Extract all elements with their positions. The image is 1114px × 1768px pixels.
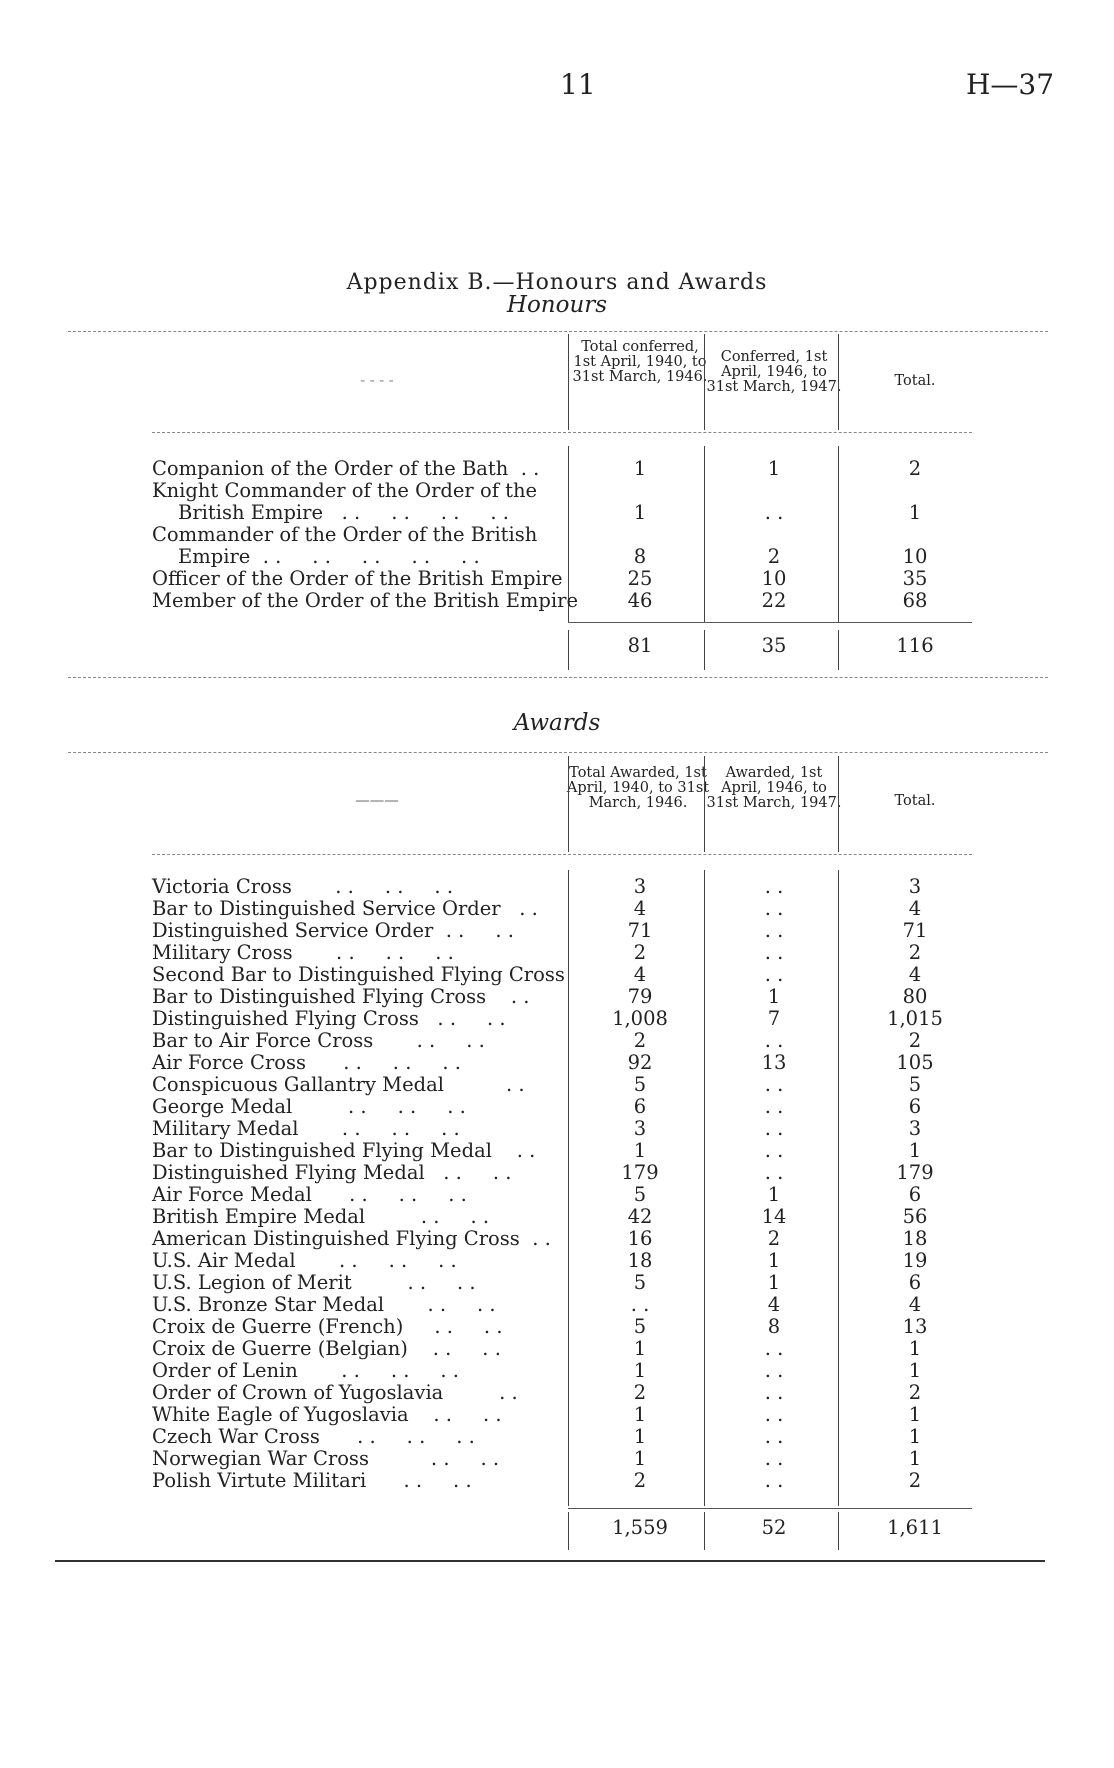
awards-row-label: Military Medal . . . . . .: [152, 1117, 460, 1140]
honours-cell: . .: [764, 501, 784, 524]
awards-cell: 1,008: [612, 1007, 668, 1030]
awards-row-label: Bar to Air Force Cross . . . .: [152, 1029, 485, 1052]
awards-total-cell: 1,611: [887, 1516, 943, 1539]
awards-total-rule: [568, 1508, 972, 1509]
awards-cell: 4: [908, 963, 922, 986]
awards-cell: . .: [764, 1359, 784, 1382]
awards-body-divider-1: [568, 870, 569, 1506]
awards-cell: 1: [767, 985, 781, 1008]
awards-cell: 1: [633, 1359, 647, 1382]
awards-cell: 4: [908, 1293, 922, 1316]
awards-cell: 1: [633, 1139, 647, 1162]
awards-cell: 13: [902, 1315, 928, 1338]
awards-cell: 19: [902, 1249, 928, 1272]
awards-cell: . .: [764, 1447, 784, 1470]
awards-cell: 4: [767, 1293, 781, 1316]
awards-cell: 1: [767, 1249, 781, 1272]
honours-col-1-header: Total conferred, 1st April, 1940, to 31st March, 1946.: [572, 339, 708, 385]
honours-row-label: Officer of the Order of the British Empire: [152, 567, 563, 590]
awards-row-label: Bar to Distinguished Flying Medal . .: [152, 1139, 536, 1162]
awards-row-label: George Medal . . . . . .: [152, 1095, 466, 1118]
awards-cell: 8: [767, 1315, 781, 1338]
awards-total-cell: 52: [761, 1516, 787, 1539]
honours-cell: 1: [767, 457, 781, 480]
awards-top-rule: [68, 752, 1048, 753]
document-code: H—37: [966, 68, 1055, 101]
awards-cell: 14: [761, 1205, 787, 1228]
awards-cell: 1: [767, 1183, 781, 1206]
honours-row-label: Companion of the Order of the Bath . .: [152, 457, 540, 480]
awards-cell: 13: [761, 1051, 787, 1074]
awards-cell: 2: [633, 1469, 647, 1492]
awards-cell: 1: [908, 1359, 922, 1382]
awards-cell: 3: [633, 1117, 647, 1140]
awards-row-label: American Distinguished Flying Cross . .: [152, 1227, 551, 1250]
awards-row-label: Victoria Cross . . . . . .: [152, 875, 454, 898]
awards-col-3-header: Total.: [894, 793, 936, 809]
honours-row-label: Member of the Order of the British Empire: [152, 589, 579, 612]
awards-cell: 6: [908, 1271, 922, 1294]
awards-cell: . .: [764, 1161, 784, 1184]
honours-header-divider-1: [568, 334, 569, 430]
awards-cell: 1: [908, 1447, 922, 1470]
awards-cell: 71: [627, 919, 653, 942]
awards-row-label: Air Force Cross . . . . . .: [152, 1051, 461, 1074]
awards-cell: 1: [633, 1403, 647, 1426]
awards-cell: . .: [630, 1293, 650, 1316]
awards-row-label: Bar to Distinguished Service Order . .: [152, 897, 538, 920]
awards-row-label: Order of Crown of Yugoslavia . .: [152, 1381, 518, 1404]
awards-cell: 7: [767, 1007, 781, 1030]
awards-subtitle: Awards: [513, 710, 601, 736]
honours-total-cell: 81: [627, 634, 653, 657]
awards-col-1-header: Total Awarded, 1st April, 1940, to 31st March, 1946.: [566, 765, 710, 811]
honours-cell: 25: [627, 567, 653, 590]
awards-row-label: U.S. Bronze Star Medal . . . .: [152, 1293, 496, 1316]
awards-row-label: Distinguished Flying Medal . . . .: [152, 1161, 512, 1184]
awards-cell: 18: [627, 1249, 653, 1272]
awards-cell: 2: [908, 941, 922, 964]
awards-cell: 3: [633, 875, 647, 898]
awards-header-divider-1: [568, 756, 569, 852]
awards-row-label: British Empire Medal . . . .: [152, 1205, 490, 1228]
honours-cell: 2: [908, 457, 922, 480]
honours-cell: 68: [902, 589, 928, 612]
awards-cell: 5: [633, 1315, 647, 1338]
awards-cell: 2: [908, 1381, 922, 1404]
awards-cell: 5: [633, 1073, 647, 1096]
awards-cell: 4: [908, 897, 922, 920]
awards-cell: 2: [633, 1381, 647, 1404]
honours-row-label: Commander of the Order of the British: [152, 523, 538, 546]
awards-total-divider-1: [568, 1512, 569, 1550]
awards-cell: 2: [633, 941, 647, 964]
honours-total-divider-1: [568, 630, 569, 670]
awards-cell: 5: [908, 1073, 922, 1096]
awards-cell: 18: [902, 1227, 928, 1250]
awards-cell: . .: [764, 1469, 784, 1492]
awards-row-label: Distinguished Flying Cross . . . .: [152, 1007, 506, 1030]
awards-cell: 6: [633, 1095, 647, 1118]
awards-cell: . .: [764, 1403, 784, 1426]
awards-header-divider-3: [838, 756, 839, 852]
awards-cell: 6: [908, 1095, 922, 1118]
honours-col-2-header: Conferred, 1st April, 1946, to 31st March, 1947.: [706, 349, 842, 395]
awards-cell: 16: [627, 1227, 653, 1250]
awards-cell: 2: [633, 1029, 647, 1052]
awards-row-label: Polish Virtute Militari . . . .: [152, 1469, 472, 1492]
honours-row-label-cont: Empire . . . . . . . . . .: [178, 545, 480, 568]
honours-cell: 35: [902, 567, 928, 590]
awards-row-label: Second Bar to Distinguished Flying Cross: [152, 963, 565, 986]
honours-header-divider-2: [704, 334, 705, 430]
awards-cell: . .: [764, 897, 784, 920]
awards-row-label: Czech War Cross . . . . . .: [152, 1425, 475, 1448]
honours-total-cell: 35: [761, 634, 787, 657]
awards-stub-header: ———: [355, 793, 399, 809]
awards-cell: 4: [633, 897, 647, 920]
awards-total-cell: 1,559: [612, 1516, 668, 1539]
awards-cell: . .: [764, 1095, 784, 1118]
awards-cell: . .: [764, 941, 784, 964]
awards-cell: . .: [764, 1337, 784, 1360]
awards-row-label: U.S. Air Medal . . . . . .: [152, 1249, 457, 1272]
honours-cell: 1: [633, 457, 647, 480]
awards-cell: 42: [627, 1205, 653, 1228]
page-title: Appendix B.—Honours and Awards: [346, 270, 768, 295]
awards-row-label: Conspicuous Gallantry Medal . .: [152, 1073, 525, 1096]
awards-cell: 92: [627, 1051, 653, 1074]
awards-cell: 1: [908, 1425, 922, 1448]
honours-cell: 2: [767, 545, 781, 568]
awards-row-label: U.S. Legion of Merit . . . .: [152, 1271, 476, 1294]
awards-cell: 3: [908, 1117, 922, 1140]
awards-col-2-header: Awarded, 1st April, 1946, to 31st March, 1947.: [706, 765, 842, 811]
honours-cell: 8: [633, 545, 647, 568]
honours-row-label: Knight Commander of the Order of the: [152, 479, 538, 502]
page-bottom-rule: [55, 1560, 1045, 1562]
awards-cell: 1: [633, 1425, 647, 1448]
awards-cell: 1: [633, 1337, 647, 1360]
awards-cell: 1: [633, 1447, 647, 1470]
awards-cell: 80: [902, 985, 928, 1008]
honours-total-cell: 116: [896, 634, 934, 657]
awards-cell: 1: [908, 1139, 922, 1162]
awards-cell: 1: [908, 1403, 922, 1426]
awards-cell: 179: [896, 1161, 934, 1184]
awards-cell: 105: [896, 1051, 934, 1074]
honours-cell: 10: [902, 545, 928, 568]
honours-total-rule: [568, 622, 972, 623]
awards-cell: . .: [764, 919, 784, 942]
honours-cell: 46: [627, 589, 653, 612]
honours-bottom-rule: [68, 677, 1048, 678]
awards-cell: . .: [764, 875, 784, 898]
awards-row-label: White Eagle of Yugoslavia . . . .: [152, 1403, 502, 1426]
awards-cell: 5: [633, 1183, 647, 1206]
awards-cell: . .: [764, 963, 784, 986]
awards-header-divider-2: [704, 756, 705, 852]
awards-cell: 79: [627, 985, 653, 1008]
awards-cell: 56: [902, 1205, 928, 1228]
awards-cell: 3: [908, 875, 922, 898]
honours-row-label-cont: British Empire . . . . . . . .: [178, 501, 509, 524]
awards-cell: 71: [902, 919, 928, 942]
page-number: 11: [560, 68, 596, 101]
awards-cell: 179: [621, 1161, 659, 1184]
awards-cell: . .: [764, 1139, 784, 1162]
awards-row-label: Croix de Guerre (French) . . . .: [152, 1315, 503, 1338]
awards-cell: . .: [764, 1425, 784, 1448]
awards-row-label: Croix de Guerre (Belgian) . . . .: [152, 1337, 501, 1360]
awards-row-label: Norwegian War Cross . . . .: [152, 1447, 500, 1470]
honours-header-rule: [152, 432, 972, 433]
awards-cell: 1,015: [887, 1007, 943, 1030]
awards-row-label: Order of Lenin . . . . . .: [152, 1359, 460, 1382]
honours-cell: 1: [908, 501, 922, 524]
awards-cell: . .: [764, 1029, 784, 1052]
awards-cell: 4: [633, 963, 647, 986]
awards-cell: 2: [908, 1029, 922, 1052]
honours-cell: 1: [633, 501, 647, 524]
awards-row-label: Air Force Medal . . . . . .: [152, 1183, 467, 1206]
awards-cell: 1: [908, 1337, 922, 1360]
awards-row-label: Military Cross . . . . . .: [152, 941, 454, 964]
awards-cell: . .: [764, 1381, 784, 1404]
awards-row-label: Distinguished Service Order . . . .: [152, 919, 514, 942]
awards-cell: . .: [764, 1117, 784, 1140]
honours-col-3-header: Total.: [894, 373, 936, 389]
honours-top-rule: [68, 331, 1048, 332]
honours-cell: 10: [761, 567, 787, 590]
honours-header-divider-3: [838, 334, 839, 430]
awards-cell: 2: [908, 1469, 922, 1492]
awards-row-label: Bar to Distinguished Flying Cross . .: [152, 985, 530, 1008]
honours-subtitle: Honours: [506, 292, 608, 318]
awards-cell: 5: [633, 1271, 647, 1294]
honours-cell: 22: [761, 589, 787, 612]
awards-cell: . .: [764, 1073, 784, 1096]
awards-cell: 6: [908, 1183, 922, 1206]
awards-header-rule: [152, 854, 972, 855]
honours-stub-header: - - - -: [360, 373, 394, 389]
awards-cell: 1: [767, 1271, 781, 1294]
awards-cell: 2: [767, 1227, 781, 1250]
